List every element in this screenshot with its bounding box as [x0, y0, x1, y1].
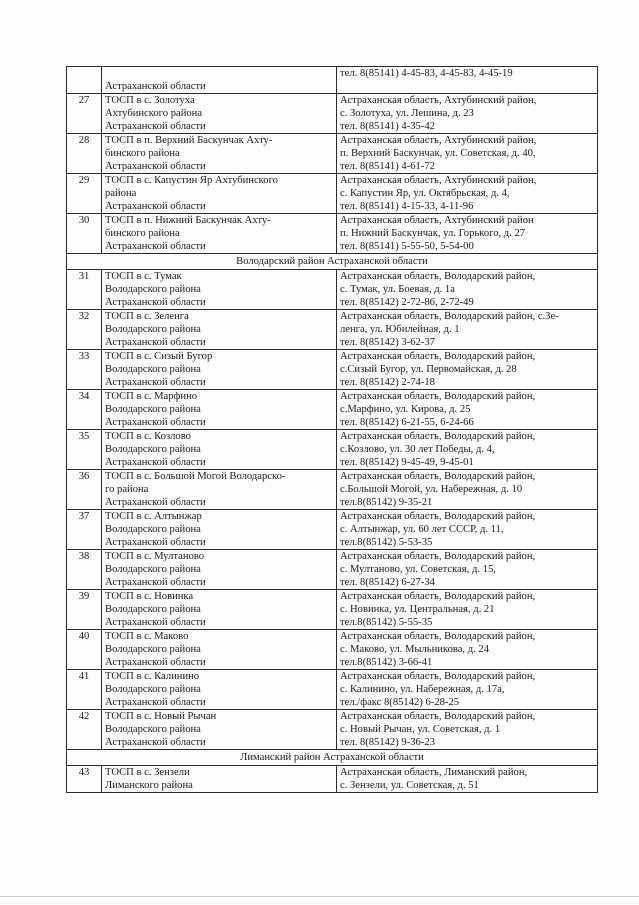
office-name-cell: [102, 670, 337, 710]
office-name-line: Астраханской области: [105, 617, 206, 628]
section-row: [67, 750, 598, 766]
address-line: с. Тумак, ул. Боевая, д. 1а: [340, 284, 455, 295]
office-name-line: ТОСП в с. Зеленга: [105, 311, 189, 322]
address-cell: [337, 590, 598, 630]
row-number: 30: [67, 214, 102, 254]
office-name-line: Ахтубинского района: [105, 108, 203, 119]
office-name-line: го района: [105, 484, 149, 495]
row-number: 42: [67, 710, 102, 750]
address-cell: [337, 310, 598, 350]
row-number: 39: [67, 590, 102, 630]
table-row: [67, 174, 598, 214]
address-line: с. Алтынжар, ул. 60 лет СССР, д. 11,: [340, 524, 504, 535]
office-name-line: Володарского района: [105, 404, 201, 415]
office-name-line: Володарского района: [105, 724, 201, 735]
address-line: с.Сизый Бугор, ул. Первомайская, д. 28: [340, 364, 517, 375]
office-name-line: Астраханской области: [105, 337, 206, 348]
table-row: [67, 134, 598, 174]
office-name-line: ТОСП в с. Золотуха: [105, 95, 195, 106]
office-name-line: ТОСП в с. Мултаново: [105, 551, 205, 562]
address-cell: [337, 550, 598, 590]
address-cell: [337, 134, 598, 174]
address-line: Астраханская область, Володарский район,: [340, 391, 536, 402]
row-number: 28: [67, 134, 102, 174]
row-number: 43: [67, 766, 102, 793]
address-line: Астраханская область, Володарский район,: [340, 551, 536, 562]
office-name-line: Астраханской области: [105, 457, 206, 468]
table-row: [67, 670, 598, 710]
row-number: 38: [67, 550, 102, 590]
address-cell: [337, 350, 598, 390]
office-name-line: Володарского района: [105, 364, 201, 375]
office-name-line: Астраханской области: [105, 737, 206, 748]
office-name-cell: [102, 766, 337, 793]
address-cell: [337, 670, 598, 710]
address-line: Астраханская область, Володарский район,: [340, 671, 536, 682]
address-line: тел. 8(85142) 2-74-18: [340, 377, 435, 388]
office-name-line: Володарского района: [105, 524, 201, 535]
office-name-line: ТОСП в с. Алтынжар: [105, 511, 202, 522]
table-row: [67, 710, 598, 750]
address-line: тел. 8(85141) 4-35-42: [340, 121, 435, 132]
address-line: тел. 8(85141) 5-55-50, 5-54-00: [340, 241, 474, 252]
office-name-line: ТОСП в с. Калинино: [105, 671, 200, 682]
address-cell: [337, 630, 598, 670]
address-line: тел.8(85142) 5-53-35: [340, 537, 433, 548]
address-line: с. Золотуха, ул. Лешина, д. 23: [340, 108, 474, 119]
office-name-cell: [102, 390, 337, 430]
address-line: тел. 8(85142) 6-27-34: [340, 577, 435, 588]
address-line: тел.8(85142) 5-55-35: [340, 617, 433, 628]
office-name-line: Астраханской области: [105, 537, 206, 548]
office-name-cell: [102, 430, 337, 470]
row-number: 37: [67, 510, 102, 550]
office-name-line: ТОСП в с. Марфино: [105, 391, 198, 402]
section-row: [67, 254, 598, 270]
address-line: Астраханская область, Ахтубинский район,: [340, 175, 537, 186]
row-number: 32: [67, 310, 102, 350]
row-number: [67, 67, 102, 94]
row-number: 31: [67, 270, 102, 310]
office-name-line: ТОСП в с. Тумак: [105, 271, 182, 282]
office-name-line: Володарского района: [105, 284, 201, 295]
address-line: Астраханская область, Володарский район, с.Зе-: [340, 311, 559, 322]
office-name-line: Астраханской области: [105, 297, 206, 308]
office-name-cell: [102, 270, 337, 310]
address-line: ленга, ул. Юбилейная, д. 1: [340, 324, 460, 335]
office-name-cell: [102, 67, 337, 94]
address-line: с. Новый Рычан, ул. Советская, д. 1: [340, 724, 501, 735]
office-name-line: ТОСП в п. Верхний Баскунчак Ахту-: [105, 135, 273, 146]
row-number: 41: [67, 670, 102, 710]
address-line: тел. 8(85142) 2-72-86, 2-72-49: [340, 297, 474, 308]
address-line: с.Марфино, ул. Кирова, д. 25: [340, 404, 471, 415]
office-name-line: Володарского района: [105, 644, 201, 655]
page-bottom-edge: [0, 896, 639, 897]
address-line: тел. 8(85141) 4-61-72: [340, 161, 435, 172]
row-number: 34: [67, 390, 102, 430]
office-name-line: Володарского района: [105, 324, 201, 335]
office-name-cell: [102, 94, 337, 134]
table-row: [67, 350, 598, 390]
office-name-line: Володарского района: [105, 604, 201, 615]
office-name-cell: [102, 590, 337, 630]
table-row: [67, 510, 598, 550]
address-line: с.Козлово, ул. 30 лет Победы, д. 4,: [340, 444, 495, 455]
office-name-line: бинского района: [105, 228, 180, 239]
table-row: [67, 67, 598, 94]
office-name-line: ТОСП в с. Зензели: [105, 767, 190, 778]
address-line: Астраханская область, Володарский район,: [340, 351, 536, 362]
address-cell: [337, 174, 598, 214]
table-row: [67, 214, 598, 254]
address-line: Астраханская область, Володарский район,: [340, 591, 536, 602]
office-name-line: ТОСП в с. Маково: [105, 631, 189, 642]
office-name-line: Астраханской области: [105, 161, 206, 172]
address-line: Астраханская область, Володарский район,: [340, 511, 536, 522]
table-row: [67, 310, 598, 350]
office-name-cell: [102, 470, 337, 510]
address-line: Астраханская область, Ахтубинский район: [340, 215, 534, 226]
office-name-line: бинского района: [105, 148, 180, 159]
address-line: Астраханская область, Володарский район,: [340, 471, 536, 482]
address-line: Астраханская область, Володарский район,: [340, 631, 536, 642]
address-line: с. Мултаново, ул. Советская, д. 15,: [340, 564, 496, 575]
address-line: тел. 8(85142) 6-21-55, 6-24-66: [340, 417, 474, 428]
row-number: 27: [67, 94, 102, 134]
address-line: тел. 8(85142) 3-62-37: [340, 337, 435, 348]
address-line: с. Маково, ул. Мыльникова, д. 24: [340, 644, 490, 655]
office-name-cell: [102, 174, 337, 214]
address-line: Астраханская область, Лиманский район,: [340, 767, 528, 778]
office-name-cell: [102, 310, 337, 350]
address-cell: [337, 94, 598, 134]
office-name-cell: [102, 350, 337, 390]
address-line: тел. 8(85141) 4-45-83, 4-45-83, 4-45-19: [340, 68, 513, 79]
office-name-line: района: [105, 188, 137, 199]
row-number: 35: [67, 430, 102, 470]
address-cell: [337, 67, 598, 94]
address-line: Астраханская область, Ахтубинский район,: [340, 135, 537, 146]
table-row: [67, 470, 598, 510]
office-name-cell: [102, 510, 337, 550]
office-name-line: Астраханской области: [105, 497, 206, 508]
office-name-line: Астраханской области: [105, 201, 206, 212]
office-name-line: Астраханской области: [105, 697, 206, 708]
office-name-line: Астраханской области: [105, 417, 206, 428]
office-name-line: ТОСП в с. Капустин Яр Ахтубинского: [105, 175, 278, 186]
address-cell: [337, 470, 598, 510]
address-cell: [337, 270, 598, 310]
address-line: тел. 8(85142) 9-45-49, 9-45-01: [340, 457, 474, 468]
office-name-line: Астраханской области: [105, 121, 206, 132]
table-row: [67, 94, 598, 134]
office-name-cell: [102, 134, 337, 174]
address-line: п. Верхний Баскунчак, ул. Советская, д. 40,: [340, 148, 536, 159]
row-number: 33: [67, 350, 102, 390]
address-cell: [337, 214, 598, 254]
office-name-line: Володарского района: [105, 684, 201, 695]
section-title: Володарский район Астраханской области: [67, 254, 598, 270]
address-line: с. Капустин Яр, ул. Октябрьская, д. 4,: [340, 188, 510, 199]
address-line: с. Новинка, ул. Центральная, д. 21: [340, 604, 495, 615]
office-name-cell: [102, 214, 337, 254]
address-line: тел. 8(85141) 4-15-33, 4-11-96: [340, 201, 474, 212]
office-name-line: ТОСП в с. Козлово: [105, 431, 191, 442]
address-line: тел.8(85142) 9-35-21: [340, 497, 433, 508]
address-line: тел. 8(85142) 9-36-23: [340, 737, 435, 748]
office-name-line: [105, 67, 333, 80]
address-line: Астраханская область, Володарский район,: [340, 431, 536, 442]
registry-body: [67, 67, 598, 793]
office-name-line: Астраханской области: [105, 241, 206, 252]
office-name-line: ТОСП в п. Нижний Баскунчак Ахту-: [105, 215, 271, 226]
address-line: тел./факс 8(85142) 6-28-25: [340, 697, 460, 708]
office-name-line: Володарского района: [105, 564, 201, 575]
table-row: [67, 270, 598, 310]
address-line: тел.8(85142) 3-66-41: [340, 657, 433, 668]
row-number: 29: [67, 174, 102, 214]
address-line: с. Калинино, ул. Набережная, д. 17а,: [340, 684, 505, 695]
office-name-line: Астраханской области: [105, 81, 206, 92]
table-row: [67, 390, 598, 430]
row-number: 40: [67, 630, 102, 670]
address-cell: [337, 766, 598, 793]
office-name-line: Астраханской области: [105, 377, 206, 388]
table-row: [67, 630, 598, 670]
address-line: Астраханская область, Ахтубинский район,: [340, 95, 537, 106]
office-name-cell: [102, 550, 337, 590]
office-name-cell: [102, 710, 337, 750]
address-line: с.Большой Могой, ул. Набережная, д. 10: [340, 484, 523, 495]
address-cell: [337, 430, 598, 470]
table-row: [67, 590, 598, 630]
address-line: п. Нижний Баскунчак, ул. Горького, д. 27: [340, 228, 526, 239]
office-name-line: Астраханской области: [105, 657, 206, 668]
office-name-line: ТОСП в с. Новый Рычан: [105, 711, 217, 722]
table-row: [67, 430, 598, 470]
table-row: [67, 766, 598, 793]
office-name-line: Лиманского района: [105, 780, 193, 791]
address-line: Астраханская область, Володарский район,: [340, 271, 536, 282]
office-name-line: Астраханской области: [105, 577, 206, 588]
address-cell: [337, 710, 598, 750]
address-line: Астраханская область, Володарский район,: [340, 711, 536, 722]
office-name-line: ТОСП в с. Сизый Бугор: [105, 351, 213, 362]
row-number: 36: [67, 470, 102, 510]
registry-table: [66, 66, 598, 793]
address-cell: [337, 390, 598, 430]
office-name-line: Володарского района: [105, 444, 201, 455]
office-name-line: ТОСП в с. Новинка: [105, 591, 194, 602]
address-line: с. Зензели, ул. Советская, д. 51: [340, 780, 479, 791]
office-name-line: ТОСП в с. Большой Могой Володарско-: [105, 471, 286, 482]
table-row: [67, 550, 598, 590]
address-cell: [337, 510, 598, 550]
section-title: Лиманский район Астраханской области: [67, 750, 598, 766]
office-name-cell: [102, 630, 337, 670]
